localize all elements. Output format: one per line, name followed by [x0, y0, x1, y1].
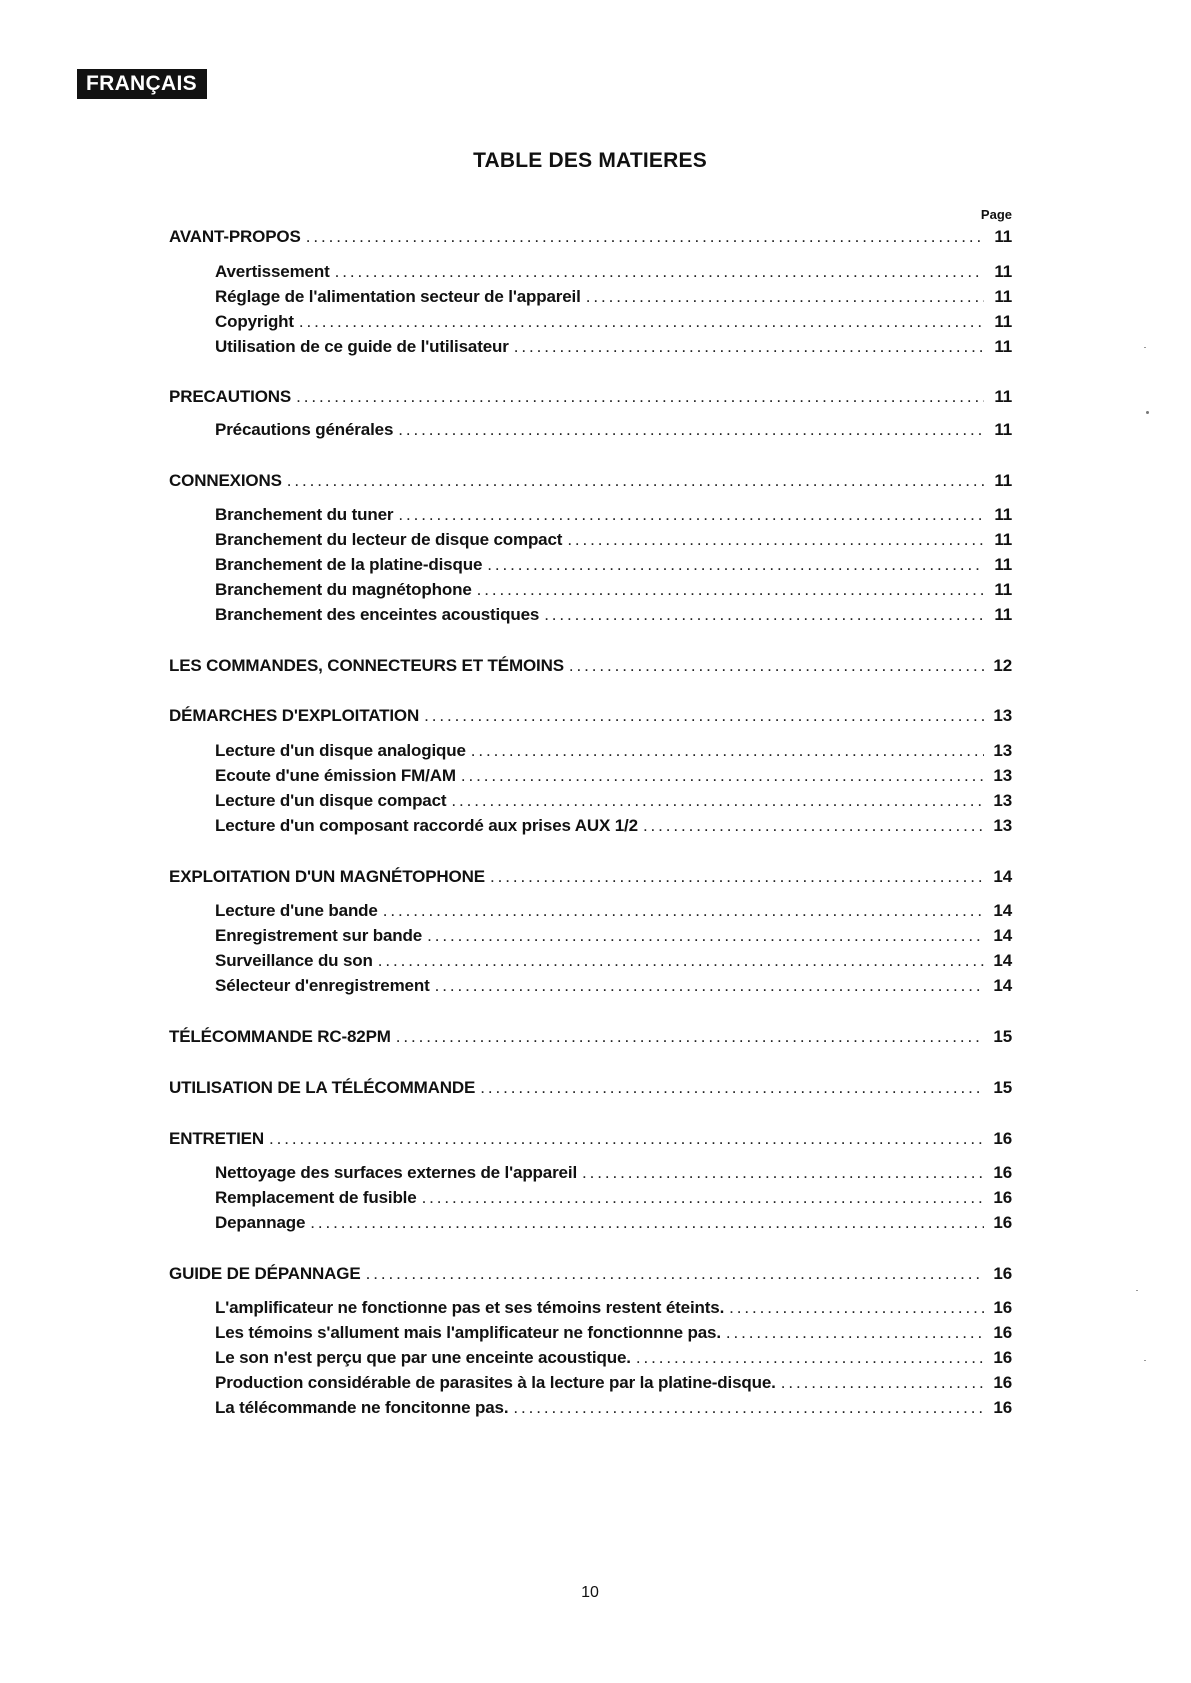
- toc-subsection-entry: [215, 579, 1012, 601]
- toc-entry-label: L'amplificateur ne fonctionne pas et ses témoins restent éteints.: [215, 1298, 725, 1317]
- page-column-label: Page: [980, 207, 1012, 222]
- toc-dot-leader: [726, 1322, 984, 1344]
- toc-dot-leader: [477, 579, 984, 601]
- toc-entry-label: Lecture d'un composant raccordé aux prises AUX 1/2: [215, 816, 638, 835]
- toc-entry-label: Précautions générales: [215, 420, 394, 439]
- toc-section-entry: [169, 386, 1012, 408]
- toc-entry-page: 16: [993, 1373, 1012, 1392]
- toc-dot-leader: [643, 815, 984, 837]
- toc-entry-label: Sélecteur d'enregistrement: [215, 976, 430, 995]
- toc-subsection-entry: [215, 1372, 1012, 1394]
- toc-dot-leader: [451, 790, 984, 812]
- toc-entry-page: 11: [994, 605, 1012, 624]
- toc-dot-leader: [422, 1187, 984, 1209]
- toc-section-entry: [169, 1077, 1012, 1099]
- toc-entry-page: 11: [994, 530, 1012, 549]
- toc-entry-page: 11: [994, 262, 1012, 281]
- toc-entry-page: 16: [993, 1188, 1012, 1207]
- toc-subsection-entry: [215, 529, 1012, 551]
- toc-dot-leader: [729, 1297, 984, 1319]
- toc-dot-leader: [383, 900, 984, 922]
- toc-entry-page: 13: [993, 816, 1012, 835]
- toc-dot-leader: [513, 1397, 984, 1419]
- toc-entry-label: Branchement des enceintes acoustiques: [215, 605, 540, 624]
- toc-entry-label: Lecture d'un disque analogique: [215, 741, 466, 760]
- toc-entry-label: TÉLÉCOMMANDE RC-82PM: [169, 1027, 391, 1046]
- toc-subsection-entry: [215, 554, 1012, 576]
- toc-entry-page: 12: [993, 656, 1012, 675]
- toc-entry-label: Lecture d'une bande: [215, 901, 378, 920]
- toc-entry-page: 13: [993, 706, 1012, 725]
- toc-entry-page: 11: [994, 337, 1012, 356]
- toc-entry-label: Branchement du magnétophone: [215, 580, 472, 599]
- toc-entry-page: 14: [993, 901, 1012, 920]
- toc-entry-page: 11: [994, 227, 1012, 246]
- toc-entry-label: LES COMMANDES, CONNECTEURS ET TÉMOINS: [169, 656, 564, 675]
- toc-section-entry: [169, 470, 1012, 492]
- toc-subsection-entry: [215, 336, 1012, 358]
- scan-speck: [1136, 1290, 1138, 1291]
- page-number: 10: [581, 1584, 599, 1601]
- toc-dot-leader: [398, 419, 984, 441]
- toc-dot-leader: [396, 1026, 984, 1048]
- toc-dot-leader: [427, 925, 984, 947]
- toc-dot-leader: [471, 740, 984, 762]
- toc-dot-leader: [398, 504, 984, 526]
- toc-entry-page: 11: [994, 580, 1012, 599]
- toc-entry-label: Le son n'est perçu que par une enceinte acoustique.: [215, 1348, 631, 1367]
- language-badge: FRANÇAIS: [77, 69, 207, 99]
- toc-entry-page: 16: [993, 1163, 1012, 1182]
- toc-subsection-entry: [215, 1212, 1012, 1234]
- toc-subsection-entry: [215, 765, 1012, 787]
- toc-entry-page: 15: [993, 1027, 1012, 1046]
- toc-entry-page: 11: [994, 471, 1012, 490]
- toc-subsection-entry: [215, 1347, 1012, 1369]
- toc-entry-page: 11: [994, 287, 1012, 306]
- toc-dot-leader: [636, 1347, 984, 1369]
- toc-entry-label: CONNEXIONS: [169, 471, 282, 490]
- toc-section-entry: [169, 866, 1012, 888]
- toc-dot-leader: [306, 226, 984, 248]
- toc-entry-page: 16: [993, 1213, 1012, 1232]
- toc-subsection-entry: [215, 504, 1012, 526]
- toc-entry-label: Utilisation de ce guide de l'utilisateur: [215, 337, 509, 356]
- toc-dot-leader: [567, 529, 984, 551]
- toc-entry-page: 16: [993, 1298, 1012, 1317]
- toc-dot-leader: [461, 765, 984, 787]
- toc-entry-page: 16: [993, 1323, 1012, 1342]
- toc-entry-page: 11: [994, 505, 1012, 524]
- toc-dot-leader: [296, 386, 984, 408]
- toc-dot-leader: [781, 1372, 984, 1394]
- toc-dot-leader: [287, 470, 984, 492]
- toc-entry-label: La télécommande ne foncitonne pas.: [215, 1398, 509, 1417]
- toc-entry-label: Branchement du lecteur de disque compact: [215, 530, 563, 549]
- toc-section-entry: [169, 655, 1012, 677]
- toc-entry-page: 14: [993, 867, 1012, 886]
- toc-entry-label: AVANT-PROPOS: [169, 227, 301, 246]
- toc-entry-page: 14: [993, 976, 1012, 995]
- toc-subsection-entry: [215, 950, 1012, 972]
- toc-entry-label: UTILISATION DE LA TÉLÉCOMMANDE: [169, 1078, 476, 1097]
- toc-subsection-entry: [215, 1322, 1012, 1344]
- toc-entry-label: Enregistrement sur bande: [215, 926, 423, 945]
- toc-dot-leader: [490, 866, 984, 888]
- toc-dot-leader: [378, 950, 984, 972]
- toc-entry-label: Depannage: [215, 1213, 306, 1232]
- toc-entry-label: Copyright: [215, 312, 294, 331]
- toc-dot-leader: [514, 336, 984, 358]
- toc-dot-leader: [310, 1212, 984, 1234]
- toc-subsection-entry: [215, 815, 1012, 837]
- toc-subsection-entry: [215, 900, 1012, 922]
- toc-entry-label: PRECAUTIONS: [169, 387, 292, 406]
- toc-dot-leader: [435, 975, 984, 997]
- toc-dot-leader: [299, 311, 984, 333]
- toc-entry-label: Branchement du tuner: [215, 505, 394, 524]
- toc-entry-page: 14: [993, 951, 1012, 970]
- toc-entry-label: Les témoins s'allument mais l'amplificateur ne fonctionnne pas.: [215, 1323, 721, 1342]
- toc-entry-label: Production considérable de parasites à la lecture par la platine-disque.: [215, 1373, 776, 1392]
- toc-entry-page: 11: [994, 312, 1012, 331]
- toc-dot-leader: [487, 554, 984, 576]
- toc-dot-leader: [544, 604, 984, 626]
- toc-dot-leader: [569, 655, 984, 677]
- toc-subsection-entry: [215, 311, 1012, 333]
- toc-subsection-entry: [215, 740, 1012, 762]
- toc-subsection-entry: [215, 1297, 1012, 1319]
- toc-subsection-entry: [215, 286, 1012, 308]
- toc-entry-label: Remplacement de fusible: [215, 1188, 417, 1207]
- toc-entry-page: 11: [994, 420, 1012, 439]
- toc-subsection-entry: [215, 419, 1012, 441]
- toc-dot-leader: [582, 1162, 984, 1184]
- toc-dot-leader: [269, 1128, 984, 1150]
- toc-entry-label: DÉMARCHES D'EXPLOITATION: [169, 706, 420, 725]
- toc-dot-leader: [586, 286, 984, 308]
- toc-section-entry: [169, 1026, 1012, 1048]
- toc-section-entry: [169, 1263, 1012, 1285]
- toc-dot-leader: [335, 261, 984, 283]
- toc-entry-page: 16: [993, 1129, 1012, 1148]
- page-title: TABLE DES MATIERES: [473, 149, 707, 172]
- toc-entry-page: 15: [993, 1078, 1012, 1097]
- toc-subsection-entry: [215, 975, 1012, 997]
- toc-subsection-entry: [215, 790, 1012, 812]
- toc-entry-page: 14: [993, 926, 1012, 945]
- toc-entry-page: 11: [994, 387, 1012, 406]
- toc-entry-page: 16: [993, 1398, 1012, 1417]
- scan-speck: [1146, 411, 1149, 414]
- toc-dot-leader: [366, 1263, 984, 1285]
- toc-subsection-entry: [215, 604, 1012, 626]
- toc-section-entry: [169, 226, 1012, 248]
- toc-section-entry: [169, 1128, 1012, 1150]
- toc-dot-leader: [424, 705, 984, 727]
- toc-subsection-entry: [215, 261, 1012, 283]
- toc-entry-page: 11: [994, 555, 1012, 574]
- toc-entry-label: Lecture d'un disque compact: [215, 791, 447, 810]
- toc-entry-label: ENTRETIEN: [169, 1129, 264, 1148]
- scan-speck: [1144, 347, 1146, 348]
- toc-entry-label: Avertissement: [215, 262, 330, 281]
- toc-entry-label: GUIDE DE DÉPANNAGE: [169, 1264, 361, 1283]
- toc-entry-label: Branchement de la platine-disque: [215, 555, 483, 574]
- toc-entry-label: Ecoute d'une émission FM/AM: [215, 766, 456, 785]
- toc-entry-page: 13: [993, 766, 1012, 785]
- toc-entry-label: Surveillance du son: [215, 951, 373, 970]
- toc-dot-leader: [480, 1077, 984, 1099]
- toc-subsection-entry: [215, 1162, 1012, 1184]
- toc-entry-page: 13: [993, 741, 1012, 760]
- toc-section-entry: [169, 705, 1012, 727]
- toc-subsection-entry: [215, 1397, 1012, 1419]
- toc-entry-page: 16: [993, 1264, 1012, 1283]
- toc-entry-label: EXPLOITATION D'UN MAGNÉTOPHONE: [169, 867, 485, 886]
- toc-entry-label: Nettoyage des surfaces externes de l'appareil: [215, 1163, 578, 1182]
- toc-subsection-entry: [215, 925, 1012, 947]
- scan-speck: [1144, 1360, 1146, 1361]
- toc-entry-page: 16: [993, 1348, 1012, 1367]
- toc-subsection-entry: [215, 1187, 1012, 1209]
- toc-entry-label: Réglage de l'alimentation secteur de l'appareil: [215, 287, 581, 306]
- toc-entry-page: 13: [993, 791, 1012, 810]
